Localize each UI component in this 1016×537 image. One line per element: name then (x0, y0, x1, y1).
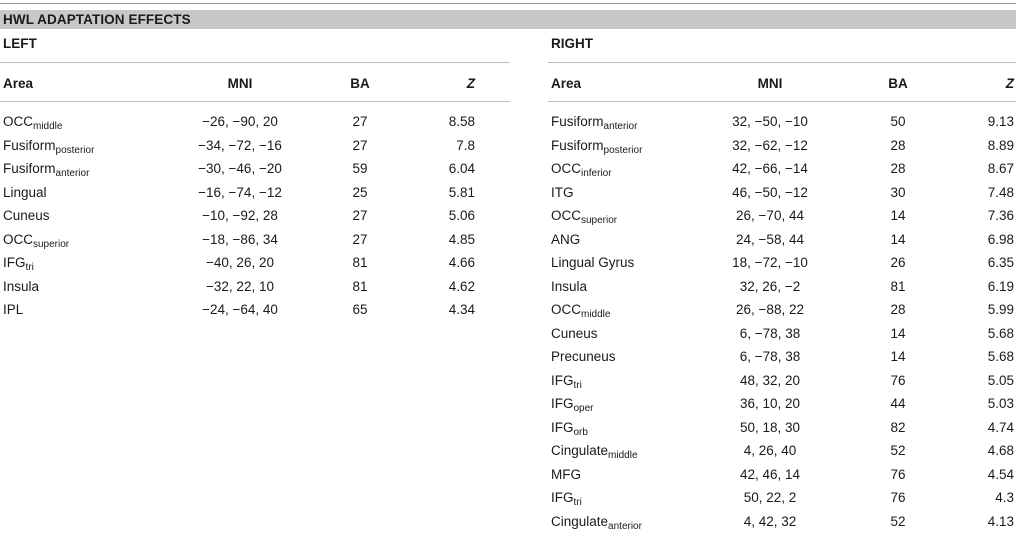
area-name: IPL (3, 302, 24, 317)
mni-cell: 36, 10, 20 (739, 396, 801, 411)
mni-cell: 50, 22, 2 (743, 490, 797, 505)
mni-cell: −40, 26, 20 (206, 255, 274, 270)
right-col-z: Z (1005, 76, 1014, 91)
area-subscript: oper (573, 403, 594, 414)
table-banner (0, 10, 1016, 29)
area-name: Lingual (3, 184, 47, 200)
area-subscript: inferior (581, 168, 612, 179)
z-cell: 6.98 (987, 231, 1014, 247)
area-cell (551, 279, 587, 294)
area-subscript: middle (581, 309, 611, 320)
mni-cell: −18, −86, 34 (202, 231, 278, 247)
mni-cell: −10, −92, 28 (202, 208, 278, 223)
mni-cell: 26, −70, 44 (736, 208, 804, 223)
mni-cell: −34, −72, −16 (198, 137, 282, 153)
z-cell: 4.62 (448, 278, 475, 294)
z-cell: 4.85 (448, 231, 475, 247)
area-name: Cuneus (3, 208, 50, 223)
mni-cell: 32, −50, −10 (732, 114, 808, 129)
area-subscript: anterior (608, 520, 642, 532)
area-name: Lingual Gyrus (551, 255, 635, 270)
area-name: ITG (551, 184, 574, 200)
area-cell (551, 232, 580, 247)
z-cell: 8.89 (987, 137, 1014, 153)
area-name: OCC (551, 302, 581, 317)
right-header-rule-bottom (548, 101, 1016, 102)
area-subscript: posterior (55, 144, 95, 156)
z-cell: 8.58 (448, 114, 475, 129)
ba-cell: 28 (890, 302, 906, 317)
area-cell (3, 208, 50, 223)
mni-cell: 32, −62, −12 (732, 137, 808, 153)
mni-cell: 4, 26, 40 (743, 443, 797, 458)
z-cell: 7.48 (987, 184, 1014, 200)
ba-cell: 28 (890, 137, 906, 153)
area-cell (551, 349, 616, 364)
area-cell (551, 208, 618, 226)
area-subscript: anterior (603, 121, 638, 132)
area-name: Cingulate (551, 443, 609, 458)
right-header-rule (548, 62, 1016, 63)
ba-cell: 81 (352, 255, 368, 270)
mni-cell: 42, 46, 14 (739, 466, 801, 482)
area-subscript: middle (608, 450, 638, 461)
area-subscript: middle (33, 121, 63, 132)
area-cell (551, 513, 642, 532)
mni-cell: 46, −50, −12 (732, 184, 808, 200)
z-cell: 5.06 (448, 208, 475, 223)
ba-cell: 65 (352, 302, 368, 317)
area-name: Fusiform (3, 137, 56, 153)
area-name: Cingulate (551, 513, 609, 529)
z-cell: 5.99 (987, 302, 1014, 317)
ba-cell: 81 (352, 278, 368, 294)
area-cell (3, 231, 70, 250)
ba-cell: 76 (890, 466, 906, 482)
left-col-z: Z (466, 76, 475, 91)
area-cell (551, 302, 611, 320)
z-cell: 5.05 (987, 372, 1014, 388)
area-name: OCC (551, 208, 581, 223)
area-subscript: anterior (55, 168, 90, 179)
ba-cell: 44 (890, 396, 906, 411)
right-col-mni: MNI (757, 76, 783, 91)
area-cell (551, 490, 582, 508)
mni-cell: 26, −88, 22 (736, 302, 804, 317)
z-cell: 4.54 (987, 466, 1014, 482)
area-cell (551, 185, 574, 200)
z-cell: 4.34 (448, 302, 475, 317)
area-name: Precuneus (551, 349, 616, 364)
ba-cell: 52 (890, 443, 906, 458)
area-cell (551, 419, 588, 438)
area-cell (551, 137, 643, 156)
ba-cell: 28 (890, 161, 906, 176)
area-cell (551, 161, 612, 179)
ba-cell: 14 (890, 325, 906, 341)
area-subscript: tri (573, 379, 582, 391)
mni-cell: 18, −72, −10 (732, 255, 808, 270)
area-name: IFG (551, 490, 574, 505)
z-cell: 4.68 (987, 443, 1014, 458)
area-name: Fusiform (551, 137, 604, 153)
area-name: Fusiform (551, 114, 604, 129)
z-cell: 5.68 (987, 349, 1014, 364)
area-name: IFG (551, 372, 574, 388)
ba-cell: 82 (890, 419, 906, 435)
area-cell (3, 255, 34, 273)
z-cell: 6.35 (987, 255, 1014, 270)
area-cell (551, 326, 598, 341)
ba-cell: 27 (352, 114, 368, 129)
area-subscript: posterior (603, 144, 643, 156)
left-col-ba: BA (350, 76, 370, 91)
mni-cell: 6, −78, 38 (739, 349, 801, 364)
ba-cell: 27 (352, 208, 368, 223)
area-subscript: superior (581, 215, 618, 226)
banner-title: HWL ADAPTATION EFFECTS (3, 12, 191, 27)
top-rule (0, 3, 1016, 4)
z-cell: 7.36 (987, 208, 1014, 223)
area-cell (551, 443, 638, 461)
mni-cell: 48, 32, 20 (739, 372, 801, 388)
area-cell (551, 114, 638, 132)
ba-cell: 30 (890, 184, 906, 200)
ba-cell: 81 (890, 278, 906, 294)
ba-cell: 25 (352, 184, 368, 200)
z-cell: 8.67 (987, 161, 1014, 176)
area-name: MFG (551, 466, 581, 482)
area-name: IFG (551, 396, 574, 411)
mni-cell: 32, 26, −2 (739, 278, 801, 294)
ba-cell: 76 (890, 490, 906, 505)
area-cell (3, 185, 47, 200)
right-section-title: RIGHT (551, 36, 593, 51)
area-cell (3, 279, 39, 294)
ba-cell: 76 (890, 372, 906, 388)
mni-cell: −32, 22, 10 (206, 278, 274, 294)
ba-cell: 14 (890, 349, 906, 364)
ba-cell: 59 (352, 161, 368, 176)
area-cell (551, 467, 581, 482)
z-cell: 7.8 (456, 137, 475, 153)
mni-cell: 6, −78, 38 (739, 325, 801, 341)
ba-cell: 14 (890, 231, 906, 247)
area-name: OCC (551, 161, 581, 176)
area-name: Fusiform (3, 161, 56, 176)
area-name: Cuneus (551, 325, 598, 341)
mni-cell: −16, −74, −12 (198, 184, 282, 200)
area-cell (551, 372, 582, 391)
area-subscript: superior (33, 238, 70, 250)
ba-cell: 27 (352, 137, 368, 153)
ba-cell: 26 (890, 255, 906, 270)
area-cell (3, 161, 90, 179)
area-cell (3, 114, 63, 132)
z-cell: 5.68 (987, 325, 1014, 341)
mni-cell: −26, −90, 20 (202, 114, 278, 129)
ba-cell: 14 (890, 208, 906, 223)
z-cell: 6.19 (987, 278, 1014, 294)
mni-cell: 24, −58, 44 (736, 231, 804, 247)
area-name: IFG (3, 255, 26, 270)
z-cell: 4.13 (987, 513, 1014, 529)
left-col-mni: MNI (227, 76, 253, 91)
z-cell: 5.81 (448, 184, 475, 200)
ba-cell: 27 (352, 231, 368, 247)
area-cell (3, 137, 95, 156)
area-subscript: tri (25, 262, 34, 273)
area-name: OCC (3, 114, 33, 129)
mni-cell: −30, −46, −20 (198, 161, 282, 176)
area-name: Insula (551, 278, 588, 294)
left-col-area: Area (3, 76, 34, 91)
area-name: IFG (551, 419, 574, 435)
z-cell: 9.13 (987, 114, 1014, 129)
mni-cell: 50, 18, 30 (739, 419, 801, 435)
z-cell: 4.3 (995, 490, 1014, 505)
area-name: OCC (3, 231, 33, 247)
area-cell (551, 396, 594, 414)
right-col-area: Area (551, 76, 582, 91)
left-header-rule-bottom (0, 101, 510, 102)
z-cell: 4.74 (987, 419, 1014, 435)
mni-cell: 42, −66, −14 (732, 161, 808, 176)
right-col-ba: BA (888, 76, 908, 91)
ba-cell: 50 (890, 114, 906, 129)
z-cell: 4.66 (448, 255, 475, 270)
area-subscript: tri (573, 497, 582, 508)
z-cell: 6.04 (448, 161, 475, 176)
left-header-rule (0, 62, 510, 63)
area-cell (551, 255, 634, 270)
mni-cell: −24, −64, 40 (202, 302, 278, 317)
left-section-title: LEFT (3, 36, 37, 51)
area-cell (3, 302, 23, 317)
z-cell: 5.03 (987, 396, 1014, 411)
area-subscript: orb (573, 426, 588, 438)
mni-cell: 4, 42, 32 (743, 513, 797, 529)
ba-cell: 52 (890, 513, 906, 529)
area-name: Insula (3, 278, 40, 294)
area-name: ANG (551, 231, 581, 247)
